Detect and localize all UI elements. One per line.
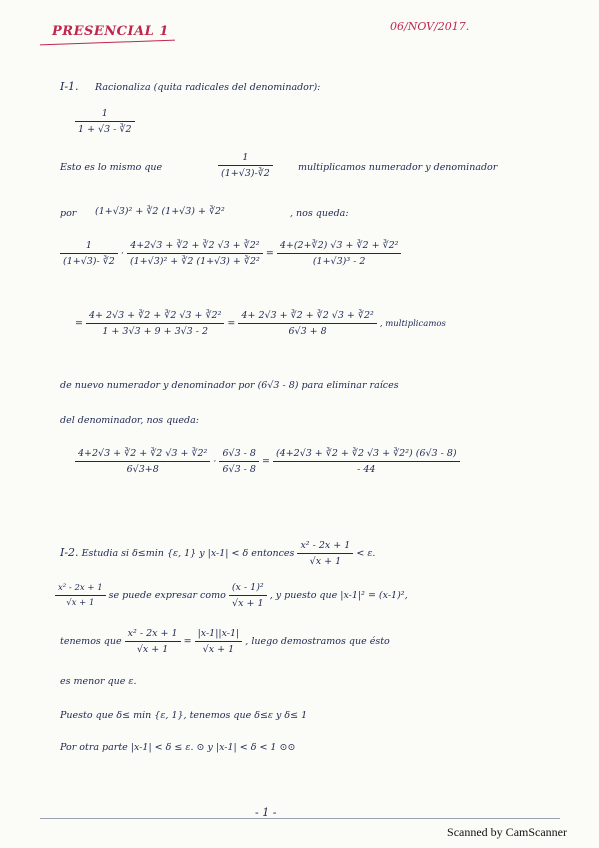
section2-label: I-2. — [60, 546, 79, 559]
eq2-f2-den: 6√3 + 8 — [288, 326, 327, 337]
eq1-dot: · — [120, 248, 124, 259]
eq2-f1-den: 1 + 3√3 + 9 + 3√3 - 2 — [102, 326, 209, 337]
line2-tail: , nos queda: — [290, 208, 349, 219]
eq3-dot: · — [213, 456, 217, 467]
equation-3 — [75, 448, 460, 475]
eq1-f3-den: (1+√3)³ - 2 — [312, 256, 366, 267]
footer-divider — [40, 818, 560, 819]
line1-text: Esto es lo mismo que — [60, 162, 163, 173]
eq2-f1-num: 4+ 2√3 + ∛2 + ∛2 √3 + ∛2² — [86, 310, 224, 324]
line2-expr: (1+√3)² + ∛2 (1+√3) + ∛2² — [95, 206, 225, 217]
scanner-label: Scanned by CamScanner — [447, 825, 567, 839]
s2-l1-num: x² - 2x + 1 — [55, 583, 106, 596]
section2-heading: Estudia si δ≤min {ε, 1} y |x-1| < δ entonces — [81, 548, 295, 559]
paragraph-1: de nuevo numerador y denominador por (6√3 - 8) para eliminar raíces — [60, 380, 399, 391]
title-underline — [40, 40, 175, 46]
eq1-f1-den: (1+√3)- ∛2 — [63, 256, 115, 267]
eq3-f1-num: 4+2√3 + ∛2 + ∛2 √3 + ∛2² — [75, 448, 210, 462]
eq1-f1-num: 1 — [60, 240, 118, 254]
given-fraction — [75, 108, 135, 135]
s2-l2-den2: √x + 1 — [202, 644, 235, 655]
eq3-f2-num: 6√3 - 8 — [219, 448, 258, 462]
line1-fraction — [218, 152, 273, 179]
date: 06/NOV/2017. — [390, 20, 470, 33]
paragraph-2: del denominador, nos queda: — [60, 415, 199, 426]
s2-l1-num2: (x - 1)² — [229, 582, 267, 596]
s2-line1 — [55, 582, 408, 609]
s2-l1-den: √x + 1 — [66, 598, 95, 608]
line1-tail: multiplicamos numerador y denominador — [298, 162, 498, 173]
s2-l2-prefix: tenemos que — [60, 636, 122, 647]
line1-num: 1 — [218, 152, 273, 166]
s2-l1-tail: , y puesto que |x-1|² = (x-1)², — [269, 590, 408, 601]
eq3-f1-den: 6√3+8 — [126, 464, 159, 475]
eq1-equals: = — [265, 248, 274, 259]
eq3-equals: = — [261, 456, 270, 467]
page-number: - 1 - — [255, 806, 277, 819]
given-num: 1 — [75, 108, 135, 122]
eq1-f2-den: (1+√3)² + ∛2 (1+√3) + ∛2² — [129, 256, 260, 267]
section2-heading-den: √x + 1 — [309, 556, 342, 567]
line1-den: (1+√3)-∛2 — [221, 168, 270, 179]
s2-l2-tail: , luego demostramos que ésto — [245, 636, 390, 647]
page-title: PRESENCIAL 1 — [52, 24, 169, 39]
equation-2 — [75, 310, 446, 337]
s2-l2-num2: |x-1||x-1| — [195, 628, 243, 642]
equation-1 — [60, 240, 401, 267]
eq2-tail: , multiplicamos — [379, 319, 446, 329]
s2-line2 — [60, 628, 390, 655]
section2-heading-num: x² - 2x + 1 — [297, 540, 353, 554]
s2-line4: Puesto que δ≤ min {ε, 1}, tenemos que δ≤ε y δ≤ 1 — [60, 710, 308, 721]
section1-heading: Racionaliza (quita radicales del denominador): — [95, 82, 321, 93]
s2-line5: Por otra parte |x-1| < δ ≤ ε. ⊙ y |x-1| < δ < 1 ⊙⊙ — [60, 742, 296, 753]
section2-heading-tail: < ε. — [356, 548, 376, 559]
s2-l2-den: √x + 1 — [136, 644, 169, 655]
eq2-equals-2: = — [227, 318, 236, 329]
eq2-f2-num: 4+ 2√3 + ∛2 + ∛2 √3 + ∛2² — [238, 310, 376, 324]
eq2-equals: = — [75, 318, 83, 329]
section2-heading-row — [60, 540, 375, 567]
eq1-f2-num: 4+2√3 + ∛2 + ∛2 √3 + ∛2² — [127, 240, 263, 254]
s2-l2-num: x² - 2x + 1 — [125, 628, 181, 642]
eq3-f3-den: - 44 — [357, 464, 376, 475]
s2-line3: es menor que ε. — [60, 676, 137, 687]
eq1-f3-num: 4+(2+∛2) √3 + ∛2 + ∛2² — [277, 240, 402, 254]
s2-l2-equals: = — [183, 636, 192, 647]
eq3-f2-den: 6√3 - 8 — [222, 464, 256, 475]
line2-prefix: por — [60, 208, 77, 219]
given-den: 1 + √3 - ∛2 — [78, 124, 132, 135]
eq3-f3-num: (4+2√3 + ∛2 + ∛2 √3 + ∛2²) (6√3 - 8) — [273, 448, 460, 462]
s2-l1-den2: √x + 1 — [232, 598, 264, 609]
s2-l1-text: se puede expresar como — [108, 590, 226, 601]
section1-label: I-1. — [60, 80, 79, 93]
